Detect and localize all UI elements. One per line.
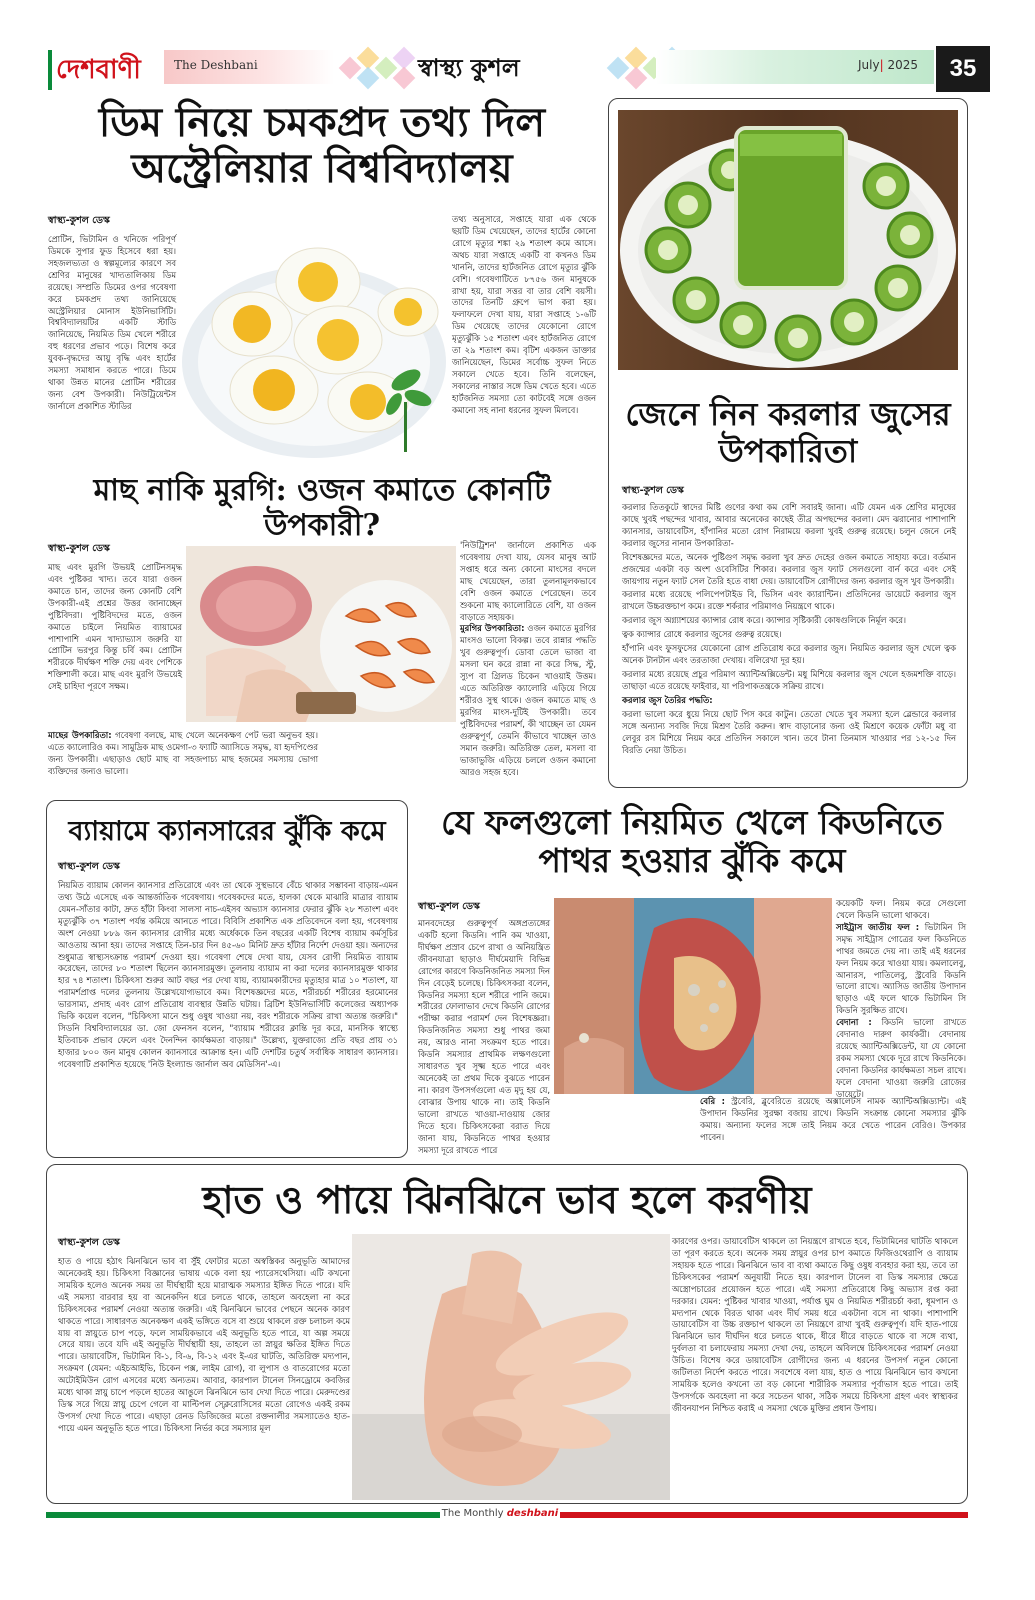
footer-brand: deshbani <box>506 1508 559 1519</box>
fish-chicken-column-2 <box>460 540 596 777</box>
bitter-gourd-para-7: করলার মধ্যে রয়েছে প্রচুর পরিমাণ অ্যান্টিঅক্সিডেন্ট। মধু মিশিয়ে করলার জুস খেলে হজমশক্তি বাড়ে। তাছাড়া এতে রয়েছে ফাইবার, যা পরিপাকতন্ত্রকে সক্রিয় রাখে। <box>622 668 956 691</box>
date-separator: | <box>879 58 884 72</box>
fish-chicken-column-1: মাছ এবং মুরগি উভয়ই প্রোটিনসমৃদ্ধ এবং পুষ্টিকর খাদ্য। তবে যারা ওজন কমাতে চান, তাদের জন্য কোনটি বেশি উপকারী-এই প্রশ্নের উত্তর জানাচ্ছেন পুষ্টিবিদরা। পুষ্টিবিদদের মতে, ওজন কমাতে চাইলে নিয়মিত ব্যায়ামের পাশাপাশি এমন খাদ্যাভ্যাস জরুরি যা প্রোটিন ভরপুর কিন্তু চর্বি কম। প্রোটিন শরীরকে দীর্ঘক্ষণ শক্তি দেয় এবং পেশিকে শক্তিশালী করে। মাছ এবং মুরগি উভয়েই সেই চাহিদা পূরণে সক্ষম। <box>48 562 182 692</box>
berry-text: স্ট্রবেরি, ব্লুবেরিতে রয়েছে অক্সালেটস নামক অ্যান্টিঅক্সিড্যান্ট। এই উপাদান কিডনির সুরক্ষা বজায় রাখে। কিডনি সংক্রান্ত কোনো সমস্যার ঝুঁকি কমায়। অন্যান্য ফলের সঙ্গে তাই নিয়ম করে খেতে পারেন বেরিও। উপকার পাবেন। <box>700 1096 967 1142</box>
issue-date <box>858 58 918 72</box>
citrus-label: সাইট্রাস জাতীয় ফল : <box>836 921 920 932</box>
exercise-body: নিয়মিত ব্যায়াম কোলন ক্যানসার প্রতিরোধে এবং তা থেকে সুস্থভাবে বেঁচে থাকার সম্ভাবনা বাড়ায়-এমন তথ্য উঠে এসেছে এক আন্তর্জাতিক গবেষণায়। গবেষকদের মতে, হালকা থেকে মাঝারি মাত্রার ব্যায়াম যেমন-সাঁতার কাটা, দ্রুত হাঁটা কিংবা সালসা নাচ-এইসব অভ্যাস ক্যানসার ফেরার ঝুঁকি ২৮ শতাংশ এবং মৃত্যুঝুঁকি ৩৭ শতাংশ পর্যন্ত কমিয়ে আনতে পারে। বিবিসি প্রকাশিত এক প্রতিবেদনে বলা হয়, গবেষণায় অংশ নেওয়া ৮৮৯ জন ক্যানসার রোগীর মধ্যে অর্ধেককে তিন বছরের একটি বিশেষ ব্যায়াম কর্মসূচির আওতায় আনা হয়। তাদের সপ্তাহে তিন-চার দিন ৪৫-৬০ মিনিট দ্রুত হাঁটার নির্দেশ দেওয়া হয়। অন্যদের শুধুমাত্র স্বাস্থ্যসংক্রান্ত পরামর্শ দেওয়া হয়। গবেষণা শেষে দেখা যায়, যেসব রোগী নিয়মিত ব্যায়াম করেছেন, তাদের ৮০ শতাংশ ছিলেন ক্যানসারমুক্ত। তুলনায় ব্যায়াম না করা দলের ক্যানসারমুক্ত থাকার হার ৭৪ শতাংশ। চিকিৎসা শুরুর আট বছর পর দেখা যায়, ব্যায়ামকারীদের মৃত্যুহার মাত্র ১০ শতাংশ, যা পরামর্শপ্রাপ্ত দলের তুলনায় উল্লেখযোগ্যভাবে কম। বিশেষজ্ঞদের মতে, শরীরচর্চা শরীরের হরমোনের ভারসাম্য, প্রদাহ এবং রোগ প্রতিরোধ ব্যবস্থার উন্নতি ঘটায়। ব্রিটিশ ইউনিভার্সিটি কলেজের অধ্যাপক ভিকি কয়েল বলেন, "চিকিৎসা মানে শুধু ওষুধ খাওয়া নয়, বরং শরীরকে সক্রিয় রাখা অত্যন্ত জরুরি।" সিডনি বিশ্ববিদ্যালয়ের ডা. জো ফেনসন বলেন, "ব্যায়াম শরীরের ক্লান্তি দূর করে, মানসিক স্বাস্থ্যে ইতিবাচক প্রভাব ফেলে এবং দৈনন্দিন কার্যক্ষমতা বাড়ায়।" উল্লেখ্য, যুক্তরাজ্যে প্রতি বছর প্রায় ৩১ হাজার ৮০০ জন মানুষ কোলন ক্যানসারে আক্রান্ত হন। এটি দেশটির চতুর্থ সর্বাধিক সাধারণ ক্যানসার। গবেষণাটি প্রকাশিত হয়েছে 'নিউ ইংল্যান্ড জার্নাল অব মেডিসিন'-এ। <box>58 880 398 1069</box>
pomegranate-text: কিডনি ভালো রাখতে বেদানাও দারুণ কার্যকরী। বেদানায় রয়েছে অ্যান্টিঅক্সিডেন্ট, যা যে কোনো রকম সমস্যা থেকে দূরে রাখে কিডনিকে। বেদানা কিডনির কার্যক্ষমতা সচল রাখে। ফলে বেদানা খাওয়া জরুরি রোজের ডায়েটে। <box>836 1017 966 1099</box>
bitter-gourd-para-4: করলার জুস অগ্ন্যাশয়ের ক্যান্সার রোধ করে। ক্যান্সার সৃষ্টিকারী কোষগুলিকে নির্মূল করে। <box>622 615 906 626</box>
page-number: 35 <box>936 46 990 92</box>
exercise-headline: ব্যায়ামে ক্যানসারের ঝুঁকি কমে <box>68 816 386 847</box>
kidney-column-1: মানবদেহের গুরুত্বপূর্ণ অঙ্গপ্রত্যঙ্গের একটি হলো কিডনি। পানি কম খাওয়া, দীর্ঘক্ষণ প্রস্রাব চেপে রাখা ও অনিয়ন্ত্রিত জীবনযাত্রা ছাড়াও দীর্ঘমেয়াদি বিভিন্ন রোগের কারণে কিডনিজনিত সমস্যা দিন দিন বেড়েই চলেছে। চিকিৎসকরা বলেন, কিডনির সমস্যা হলে শরীরে পানি জমে। শরীরের ফোলাভাব দেখে কিডনি রোগের পরীক্ষা করার পরামর্শ দেন বিশেষজ্ঞরা। কিডনিজনিত সমস্যা শুধু পাথর জমা নয়, আরও নানা সংক্রমণ হতে পারে। কিডনি সমস্যার প্রাথমিক লক্ষণগুলো সাধারণত খুব সূক্ষ্ম হতে পারে এবং অনেকেই তা প্রথম দিকে বুঝতে পারেন না। কারণ উপসর্গগুলো এত মৃদু হয় যে, বোঝার উপায় থাকে না। তাই কিডনি ভালো রাখতে খাওয়া-দাওয়ায় জোর দিতে হবে। চিকিৎসকেরা বরাত দিয়ে জানা যায়, কিডনিতে পাথর হওয়ার সমস্যা দূরে রাখতে পারে <box>418 918 550 1155</box>
issue-year: 2025 <box>887 58 919 72</box>
fish-benefits-label: মাছের উপকারিতা: <box>48 730 112 740</box>
foot-massage-image <box>352 1234 670 1500</box>
bitter-gourd-para-9: করলা ভালো করে ধুয়ে নিয়ে ছোট পিস করে কাটুন। তেতো খেতে খুব সমস্যা হলে ব্লেন্ডারে করলার সঙ্গে অন্যান্য সবজি দিয়ে মিশ্রণ তৈরি করুন। স্বাদ বাড়ানোর জন্য ওই মিশ্রণে কয়েক ফোঁটা মধু বা লেবুর রস মিশিয়ে নিয়ম করে প্রতিদিন সকালে খান। তবে টানা তিনমাস খাওয়ার পর ১২-১৫ দিন বিরতি নেয়া উচিত। <box>622 708 956 755</box>
numbness-column-2: কারণের ওপর। ডায়াবেটিস থাকলে তা নিয়ন্ত্রণে রাখতে হবে, ভিটামিনের ঘাটতি থাকলে তা পূরণ করতে হবে। অনেক সময় স্নায়ুর ওপর চাপ কমাতে ফিজিওথেরাপি ও ব্যায়াম সহায়ক হতে পারে। ঝিনঝিনে ভাব বা ব্যথা কমাতে কিছু ওষুধ ব্যবহার করা হয়, তবে তা চিকিৎসকের পরামর্শ অনুযায়ী নিতে হয়। কারপাল টানেল বা ডিস্ক সমস্যার ক্ষেত্রে অস্ত্রোপচারের প্রয়োজন হতে পারে। এই সমস্যা প্রতিরোধে কিছু অভ্যাস রপ্ত করা দরকার। যেমন: পুষ্টিকর খাবার খাওয়া, পর্যাপ্ত ঘুম ও নিয়মিত শরীরচর্চা করা, ধূমপান ও মদ্যপান থেকে বিরত থাকা এবং দীর্ঘ সময় ধরে একটানা বসে না থাকা। পাশাপাশি ডায়াবেটিস বা উচ্চ রক্তচাপ থাকলে তা নিয়ন্ত্রণে রাখা খুবই গুরুত্বপূর্ণ। যদি হাত-পায়ে ঝিনঝিনে ভাব দীর্ঘদিন ধরে চলতে থাকে, ধীরে ধীরে বাড়তে থাকে বা সঙ্গে ব্যথা, দুর্বলতা বা চলাফেরায় সমস্যা দেখা দেয়, তাহলে অবিলম্বে চিকিৎসকের পরামর্শ নেওয়া উচিত। বিশেষ করে ডায়াবেটিস রোগীদের জন্য এ ধরনের উপসর্গ নতুন কোনো জটিলতা নির্দেশ করতে পারে। সবশেষে বলা যায়, হাত ও পায়ে ঝিনঝিনে ভাব কখনো সাময়িক হলেও কখনো তা বড় কোনো শারীরিক সমস্যার পূর্বাভাস হতে পারে। তাই উপসর্গকে অবহেলা না করে সচেতন থাকা, সঠিক সময়ে চিকিৎসা গ্রহণ এবং স্বাস্থ্যকর জীবনযাপন নিশ্চিত করাই এ সমস্যা থেকে মুক্তির প্রধান উপায়। <box>672 1236 958 1413</box>
bitter-gourd-para-5: ত্বক ক্যান্সার রোধে করলার জুসের গুরুত্ব রয়েছে। <box>622 629 782 640</box>
paper-name: The Deshbani <box>174 58 258 72</box>
numbness-column-1: হাত ও পায়ে হঠাৎ ঝিনঝিনে ভাব বা সুঁই ফোটার মতো অস্বস্তিকর অনুভূতি আমাদের অনেকেরই হয়। চিকিৎসা বিজ্ঞানের ভাষায় একে বলা হয় প্যারেসথেসিয়া। এটি কখনো সাময়িক হলেও অনেক সময় তা দীর্ঘস্থায়ী হয়ে মারাত্মক সমস্যার ইঙ্গিত দিতে পারে। যদি এই সমস্যা বারবার হয় বা অনেকদিন ধরে চলতে থাকে, তাহলে অবহেলা না করে চিকিৎসকের পরামর্শ নেওয়া অত্যন্ত জরুরি। এই ঝিনঝিনে ভাবের পেছনে অনেক কারণ থাকতে পারে। সাধারণত অনেকক্ষণ একই ভঙ্গিতে বসে বা শুয়ে থাকলে রক্ত চলাচল কমে যায় বা স্নায়ুতে চাপ পড়ে, ফলে সাময়িকভাবে এই অনুভূতি হতে পারে, যা অল্প সময়ে সেরে যায়। তবে যদি এই অনুভূতি দীর্ঘস্থায়ী হয়, তাহলে তা স্নায়ুর ক্ষতির ইঙ্গিত দিতে পারে। ডায়াবেটিস, ভিটামিন বি-১, বি-৬, বি-১২ এবং ই-এর ঘাটতি, অতিরিক্ত মদ্যপান, সংক্রমণ (যেমন: এইচআইভি, চিকেন পক্স, লাইম রোগ), বা লুপাস ও বাতরোগের মতো অটোইমিউন রোগ এসবের মধ্যে অন্যতম। আবার, কারপাল টানেল সিনড্রোমে কবজির মধ্যে থাকা স্নায়ু চাপে পড়লে হাতের আঙুলে ঝিনঝিনে ভাব দেখা দিতে পারে। মেরুদণ্ডের ডিস্ক সরে গিয়ে স্নায়ু চেপে গেলে বা মাল্টিপল স্ক্লেরোসিসের মতো রোগেও একই রকম উপসর্গ দেখা দিতে পারে। এছাড়া রেনড ডিজিজের মতো রক্তনালীর সমস্যাতেও হাত-পায়ে এমন অনুভূতি হতে পারে। চিকিৎসা নির্ভর করে সমস্যার মূল <box>58 1256 350 1433</box>
diamond-pattern-left <box>338 46 428 92</box>
fish-chicken-headline: মাছ নাকি মুরগি: ওজন কমাতে কোনটি উপকারী? <box>93 473 551 543</box>
berry-label: বেরি : <box>700 1096 725 1106</box>
chicken-benefits-text: ওজন কমাতে মুরগির মাংসও ভালো বিকল্প। তবে রান্নার পদ্ধতি খুব গুরুত্বপূর্ণ। ডোবা তেলে ভাজা বা মসলা ঘন করে রান্না না করে সিদ্ধ, স্টু, স্যুপ বা গ্রিলড চিকেন খাওয়াই উত্তম। এতে অতিরিক্ত ক্যালোরি এড়িয়ে গিয়ে শরীরও সুস্থ থাকে। ওজন কমাতে মাছ ও মুরগির মাংস-দুটিই উপকারী। তবে পুষ্টিবিদদের পরামর্শ, কী খাচ্ছেন তা যেমন গুরুত্বপূর্ণ, তেমনি কীভাবে খাচ্ছেন তাও সমান জরুরি। অতিরিক্ত তেল, মসলা বা ভাজাভুজি এড়িয়ে চললে ওজন কমানো আরও সহজ হবে। <box>460 623 596 777</box>
numbness-headline: হাত ও পায়ে ঝিনঝিনে ভাব হলে করণীয় <box>202 1177 812 1222</box>
fish-chicken-col2-intro: 'নিউট্রিশন' জার্নালে প্রকাশিত এক গবেষণায় দেখা যায়, যেসব মানুষ আট সপ্তাহ ধরে অন্য কোনো মাংসের বদলে মাছ খেয়েছেন, তারা তুলনামূলকভাবে বেশি ওজন কমাতে পেরেছেন। তবে শুকনো মাছ ক্যালোরিতে বেশি, যা ওজন বাড়াতে সহায়ক। <box>460 540 596 622</box>
fish-and-chicken-image <box>186 546 456 722</box>
bitter-gourd-para-6: হাঁপানি এবং ফুসফুসের যেকোনো রোগ প্রতিরোধ করে করলার জুস। নিয়মিত করলার জুস খেলে ত্বক অনেক টানটান এবং তরতাজা দেখায়। বলিরেখা দূর হয়। <box>622 643 956 666</box>
kidney-berry-paragraph <box>700 1096 966 1156</box>
exercise-desk-label: স্বাস্থ্য-কুশল ডেস্ক <box>58 861 120 872</box>
issue-month: July <box>858 58 880 72</box>
section-title: স্বাস্থ্য কুশল <box>418 53 520 82</box>
logo-accent-bar <box>48 50 52 90</box>
citrus-text: ভিটামিন সি সমৃদ্ধ সাইট্রাস গোত্রের ফল কিডনিতে পাথর জমতে দেয় না। তাই এই ধরনের ফল নিয়ম করে খাওয়া যায়। কমলালেবু, আনারস, পাতিলেবু, স্ট্রবেরি কিডনি ভালো রাখে। অ্যাসিড জাতীয় উপাদান ছাড়াও এই ফলে থাকে ভিটামিন সি কিডনি সুরক্ষিত রাখে। <box>836 921 966 1016</box>
numbness-desk-label: স্বাস্থ্য-কুশল ডেস্ক <box>58 1237 120 1248</box>
fish-chicken-desk-label: স্বাস্থ্য-কুশল ডেস্ক <box>48 543 110 554</box>
footer-prefix: The Monthly <box>441 1508 504 1519</box>
fish-benefits-paragraph <box>48 730 318 786</box>
newspaper-logo <box>46 44 164 94</box>
fish-benefits-text: গবেষণা বলছে, মাছ খেলে অনেকক্ষণ পেট ভরা অনুভব হয়। এতে ক্যালোরিও কম। সামুদ্রিক মাছ ওমেগা-৩ ফ্যাটি অ্যাসিডে সমৃদ্ধ, যা হৃদপিণ্ডের জন্য উপকারী। এছাড়াও ছোট মাছ বা সহজপাচ্য মাছ হজমের সমস্যায় ভোগা ব্যক্তিদের জন্যও ভালো। <box>48 730 318 776</box>
kidney-stone-image <box>554 898 832 1094</box>
bitter-gourd-desk-label: স্বাস্থ্য-কুশল ডেস্ক <box>622 485 684 496</box>
egg-desk-label: স্বাস্থ্য-কুশল ডেস্ক <box>48 215 110 226</box>
bitter-gourd-para-3: করলার মধ্যে রয়েছে পলিপেপটাইড বি, ভিসিন এবং ক্যারান্টিন। প্রতিদিনের ডায়েটে করলার জুস রাখলে উচ্চরক্তচাপ কমে। রক্তে শর্করার পরিমাণও নিয়ন্ত্রণে থাকে। <box>622 589 956 612</box>
egg-column-2: তথ্য অনুসারে, সপ্তাহে যারা এক থেকে ছয়টি ডিম খেয়েছেন, তাদের হার্টের কোনো রোগে মৃত্যুর শঙ্কা ২৯ শতাংশ কমে আসে। অথচ যারা সপ্তাহে একটি বা কখনও ডিম খাননি, তাদের হার্টজনিত রোগে মৃত্যুর ঝুঁকি বেশি। গবেষণাটিতে ৮৭৫৬ জন মানুষকে রাখা হয়, যারা সত্তর বা তার বেশি বয়সী। তাদের তিনটি গ্রুপে ভাগ করা হয়। ফলাফলে দেখা যায়, যারা সপ্তাহে ১-৬টি ডিম খেয়েছে তাদের যেকোনো রোগে মৃত্যুঝুঁকি ১৫ শতাংশ এবং হার্টজনিত রোগে তা ২৯ শতাংশ কম। বৃটিশ একজন ডাক্তার জানিয়েছেন, ডিমের সর্বোচ্চ সুফল নিতে সকালে খেতে হবে। তিনি বলেছেন, সকালের নাস্তার সঙ্গে ডিম খেতে হবে। এতে হার্টজনিত সমস্যা তো কাটবেই সঙ্গে ওজন কমানো সহ নানা ধরনের সুফল মিলবে। <box>452 214 596 415</box>
footer-label <box>440 1506 560 1522</box>
pomegranate-label: বেদানা : <box>836 1017 872 1028</box>
egg-headline: ডিম নিয়ে চমকপ্রদ তথ্য দিল অস্ট্রেলিয়ার বিশ্ববিদ্যালয় <box>98 99 546 192</box>
bitter-gourd-para-2: বিশেষজ্ঞদের মতে, অনেক পুষ্টিগুণ সমৃদ্ধ করলা খুব দ্রুত দেহের ওজন কমাতে সাহায্য করে। বর্তমান প্রজন্মের একটা বড় অংশ ওবেসিটির শিকার। করলার জুস ফ্যাট সেলগুলো বার্ন করে এবং সেই জায়গায় নতুন ফ্যাট সেল তৈরি হতে বাধা দেয়। ডায়াবেটিস রোগীদের জন্য করলার জুস খুব উপকারী। <box>622 551 956 586</box>
bitter-gourd-recipe-title <box>622 695 956 707</box>
kidney-col2-intro: কয়েকটি ফল। নিয়ম করে সেগুলো খেলে কিডনি ভালো থাকবে। <box>836 898 966 920</box>
logo-text: দেশবাণী <box>56 55 141 85</box>
chicken-benefits-label: মুরগির উপকারিতা: <box>460 623 525 634</box>
bitter-gourd-juice-image <box>618 110 958 370</box>
bitter-gourd-body <box>622 502 956 782</box>
boiled-eggs-image <box>178 212 450 460</box>
masthead <box>46 44 990 96</box>
kidney-headline: যে ফলগুলো নিয়মিত খেলে কিডনিতে পাথর হওয়ার ঝুঁকি কমে <box>441 803 943 880</box>
bitter-gourd-para-1: করলার তিতকুটে স্বাদের মিষ্টি গুণের কথা কম বেশি সবারই জানা। এটি যেমন এক শ্রেণির মানুষের কাছে খুবই পছন্দের খাবার, আবার অনেকের কাছেই তীব্র অপছন্দের করলা। মেদ ঝরানোর পাশাপাশি ক্যানসার, ডায়াবেটিস, হাঁপানির মতো রোগ নিরাময়ে করলা খুবই গুরুত্ব রয়েছে। চলুন জেনে নেই করলার জুসের নানান উপকারিতা- <box>622 502 956 548</box>
bitter-gourd-headline: জেনে নিন করলার জুসের উপকারিতা <box>625 395 951 470</box>
kidney-desk-label: স্বাস্থ্য-কুশল ডেস্ক <box>418 901 480 912</box>
recipe-subheading: করলার জুস তৈরির পদ্ধতি: <box>622 694 713 705</box>
kidney-column-2 <box>836 898 966 1099</box>
egg-column-1: প্রোটিন, ভিটামিন ও খনিজে পরিপূর্ণ ডিমকে সুপার ফুড হিসেবে ধরা হয়। সহজলভ্যতা ও স্বল্পমূল্যের কারণে সব শ্রেণির মানুষের খাদ্যতালিকায় ডিম রয়েছে। সম্প্রতি ডিমের ওপর গবেষণা করে চমকপ্রদ তথ্য জানিয়েছে অস্ট্রেলিয়ার মোনাস ইউনিভার্সিটি। বিশ্ববিদ্যালয়টির একটি স্টাডি জানিয়েছে, নিয়মিত ডিম খেলে শরীরে বহু ধরণের প্রভাব পড়ে। বিশেষ করে যুবক-বৃদ্ধদের আয়ু বৃদ্ধি এবং হার্টের সমস্যা সমাধান করতে পারে। ডিমে থাকা উন্নত মানের প্রোটিন শরীরের জন্য বেশ উপকারী। নিউট্রিয়েন্টস জার্নালে প্রকাশিত স্টাডির <box>48 234 176 411</box>
